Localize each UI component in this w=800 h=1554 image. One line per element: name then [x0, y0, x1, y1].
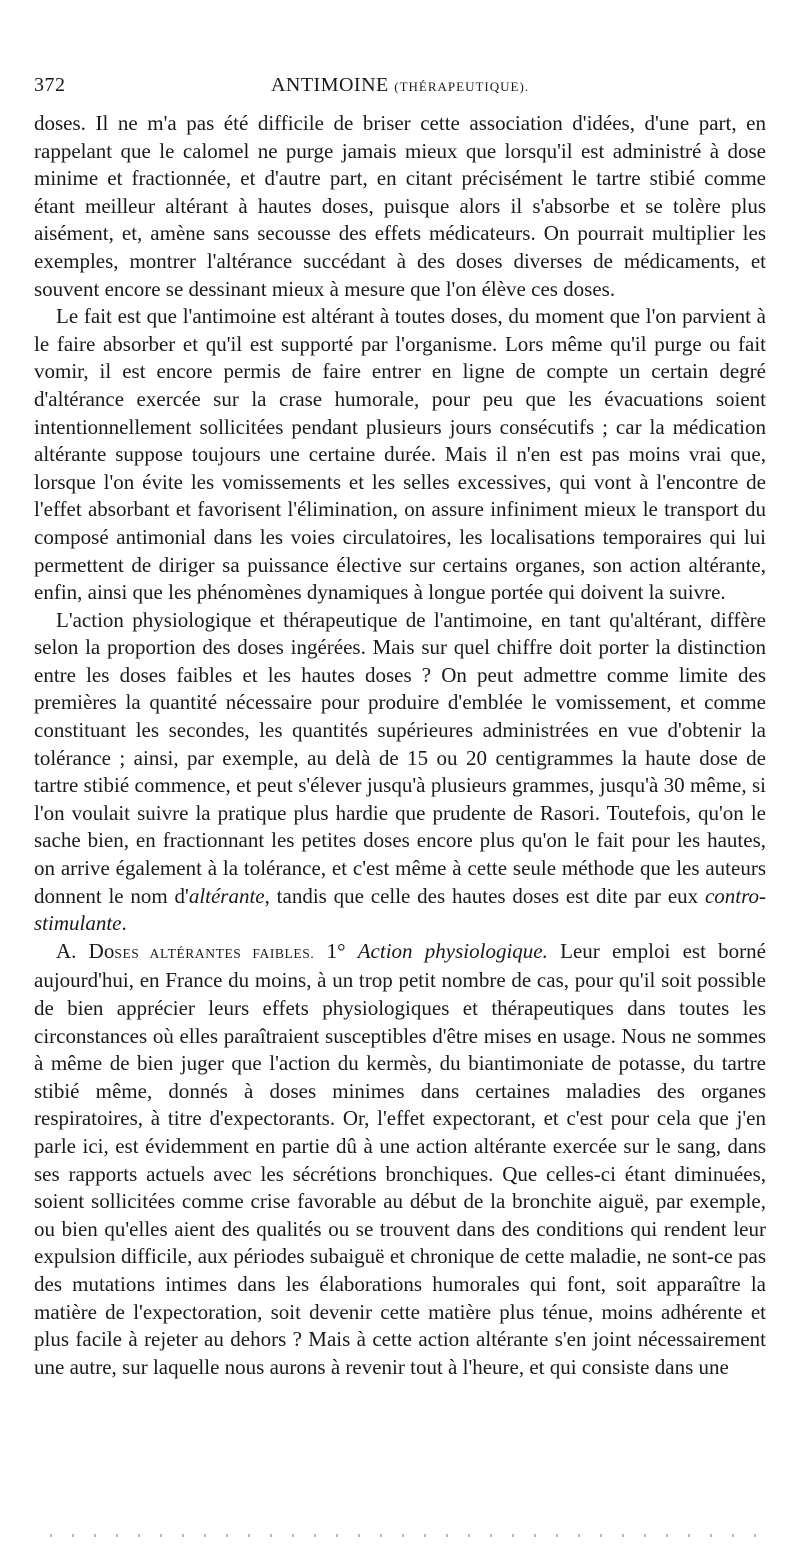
- paragraph-3-italic-alterante: altérante: [188, 883, 265, 908]
- paragraph-4-text: Leur emploi est borné aujourd'hui, en France du moins, à un trop petit nombre de cas, pour qu'il soit possible de bien apprécier leurs effets physiologiques et thérapeutiques dans toutes les circonstances où elles paraîtraient susceptibles d'être mises en usage. Nous ne sommes à même de bien juger que l'action du kermès, du biantimoniate de potasse, du tartre stibié même, donnés à doses minimes dans certaines maladies des organes respiratoires, à titre d'expectorants. Or, l'effet expectorant, et c'est pour cela que j'en parle ici, est évidemment en partie dû à une action altérante exercée sur le sang, dans ses rapports actuels avec les sécrétions bronchiques. Que celles-ci étant diminuées, soient sollicitées comme crise favorable au début de la bronchite aiguë, par exemple, ou bien qu'elles aient des qualités ou se trouvent dans des conditions qui rendent leur expulsion difficile, aux périodes subaiguë et chronique de cette maladie, ne sont-ce pas des mutations intimes dans les élaborations humorales qui font, soit apparaître la matière de l'expectoration, soit devenir cette matière plus ténue, moins adhérente et plus facile à rejeter au dehors ? Mais à cette action altérante s'en joint nécessairement une autre, sur laquelle nous aurons à revenir tout à l'heure, et qui consiste dans une: [34, 938, 767, 1379]
- paragraph-4: [34, 938, 766, 1382]
- section-letter: A. Do: [56, 938, 115, 963]
- running-title-sub: (THÉRAPEUTIQUE).: [394, 79, 530, 94]
- paragraph-3-text-b: , tandis que celle des hautes doses est dite par eux: [264, 883, 705, 908]
- paragraph-2: Le fait est que l'antimoine est altérant à toutes doses, du moment que l'on parvient à le faire absorber et qu'il est supporté par l'organisme. Lors même qu'il purge ou fait vomir, il est encore permis de faire entrer en ligne de compte un certain degré d'altérance exercée sur la crase humorale, pour peu que les évacuations soient intentionnellement sollicitées pendant plusieurs jours consécutifs ; car la médication altérante suppose toujours une certaine durée. Mais il n'en est pas moins vrai que, lorsque l'on évite les vomissements et les selles excessives, qui vont à l'encontre de l'effet absorbant et favorisent l'élimination, on assure infiniment mieux le transport du composé antimonial dans les voies circulatoires, les localisations temporaires qui lui permettent de diriger sa puissance élective sur certains organes, son action altérante, enfin, ainsi que les phénomènes dynamiques à longue portée qui doivent la suivre.: [34, 304, 766, 605]
- paragraph-3-text-a: L'action physiologique et thérapeutique de l'antimoine, en tant qu'altérant, diffère selon la proportion des doses ingérées. Mais sur quel chiffre doit porter la distinction entre les doses faibles et les hautes doses ? On peut admettre comme limite des premières la quantité nécessaire pour produire d'emblée le vomissement, et comme constituant les secondes, les quantités supérieures administrées en vue d'obtenir la tolérance ; ainsi, par exemple, au delà de 15 ou 20 centigrammes la haute dose de tartre stibié commence, et peut s'élever jusqu'à plusieurs grammes, jusqu'à 30 même, si l'on voulait suivre la pratique plus hardie que prudente de Rasori. Toutefois, qu'on le sache bien, en fractionnant les petites doses encore plus qu'on le fait pour les hautes, on arrive également à la tolérance, et c'est même à cette seule méthode que les auteurs donnent le nom d': [34, 607, 766, 908]
- paragraph-3: [34, 607, 766, 938]
- section-heading-smallcaps: SES ALTÉRANTES FAIBLES.: [114, 945, 315, 961]
- scan-noise-strip: [50, 1534, 762, 1537]
- paragraph-3-italic-contro-stimulante: contro-stimulante: [34, 883, 767, 936]
- subsection-title: Action physiologique.: [357, 938, 548, 963]
- body-text: [34, 110, 766, 1381]
- subsection-number: 1°: [314, 938, 358, 963]
- running-head: [34, 72, 766, 102]
- paragraph-3-text-c: .: [121, 911, 127, 936]
- paragraph-1: doses. Il ne m'a pas été difficile de briser cette association d'idées, d'une part, en rappelant que le calomel ne purge jamais mieux que lorsqu'il est administré à dose minime et fractionnée, et d'autre part, en citant précisément le tartre stibié comme étant meilleur altérant à hautes doses, puisque alors il s'absorbe et se tolère plus aisément, et, amène sans secousse des effets médicateurs. On pourrait multiplier les exemples, montrer l'altérance succédant à des doses diverses de médicaments, et souvent encore se dessinant mieux à mesure que l'on élève ces doses.: [34, 111, 766, 301]
- running-title-main: ANTIMOINE: [270, 74, 389, 96]
- page-number: 372: [34, 74, 66, 96]
- running-title: [34, 74, 766, 97]
